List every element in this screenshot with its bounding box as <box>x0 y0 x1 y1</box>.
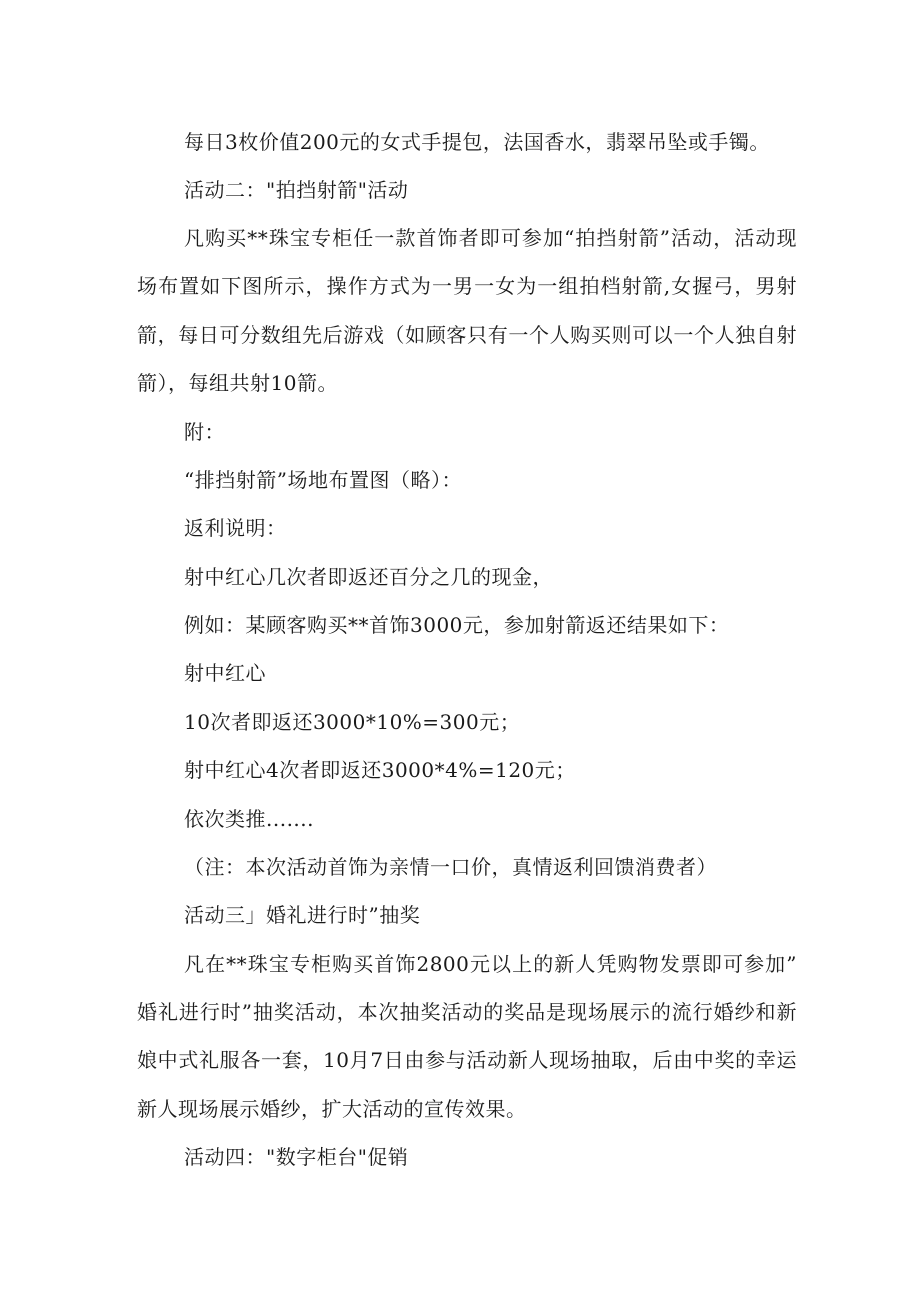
rebate-example-ten: 10次者即返还3000*10%=300元； <box>184 710 521 734</box>
rebate-example: 例如：某顾客购买**首饰3000元，参加射箭返还结果如下： <box>184 613 730 637</box>
rebate-heading: 返利说明： <box>184 516 287 540</box>
appendix-label: 附： <box>184 420 225 444</box>
paragraph-archery-line-1: 凡购买**珠宝专柜任一款首饰者即可参加“拍挡射箭”活动，活动现 <box>184 226 797 250</box>
venue-layout-caption: “排挡射箭”场地布置图（略）： <box>184 468 462 492</box>
rebate-etc: 依次类推....... <box>184 807 315 831</box>
paragraph-lottery-line-1: 凡在**珠宝专柜购买首饰2800元以上的新人凭购物发票即可参加” <box>184 952 797 976</box>
rebate-example-label: 射中红心 <box>184 661 266 685</box>
paragraph-lottery-line-3: 娘中式礼服各一套，10月7日由参与活动新人现场抽取，后由中奖的幸运 <box>137 1048 797 1072</box>
paragraph-lottery-line-2: 婚礼进行时”抽奖活动，本次抽奖活动的奖品是现场展示的流行婚纱和新 <box>137 1000 797 1024</box>
heading-activity-three: 活动三」婚礼进行时”抽奖 <box>184 903 421 927</box>
paragraph-prize-line: 每日3枚价值200元的女式手提包，法国香水，翡翠吊坠或手镯。 <box>184 130 770 154</box>
rebate-rule: 射中红心几次者即返还百分之几的现金， <box>184 565 553 589</box>
heading-activity-four: 活动四："数字柜台"促销 <box>184 1145 409 1169</box>
paragraph-lottery-line-4: 新人现场展示婚纱，扩大活动的宣传效果。 <box>137 1097 527 1121</box>
rebate-note: （注：本次活动首饰为亲情一口价，真情返利回馈消费者） <box>184 855 717 879</box>
paragraph-archery-line-3: 箭，每日可分数组先后游戏（如顾客只有一个人购买则可以一个人独自射 <box>137 323 797 347</box>
heading-activity-two: 活动二："拍挡射箭"活动 <box>184 178 409 202</box>
rebate-example-four: 射中红心4次者即返还3000*4%=120元； <box>184 758 576 782</box>
paragraph-archery-line-2: 场布置如下图所示，操作方式为一男一女为一组拍档射箭,女握弓，男射 <box>137 274 797 298</box>
paragraph-archery-line-4: 箭），每组共射10箭。 <box>137 371 338 395</box>
